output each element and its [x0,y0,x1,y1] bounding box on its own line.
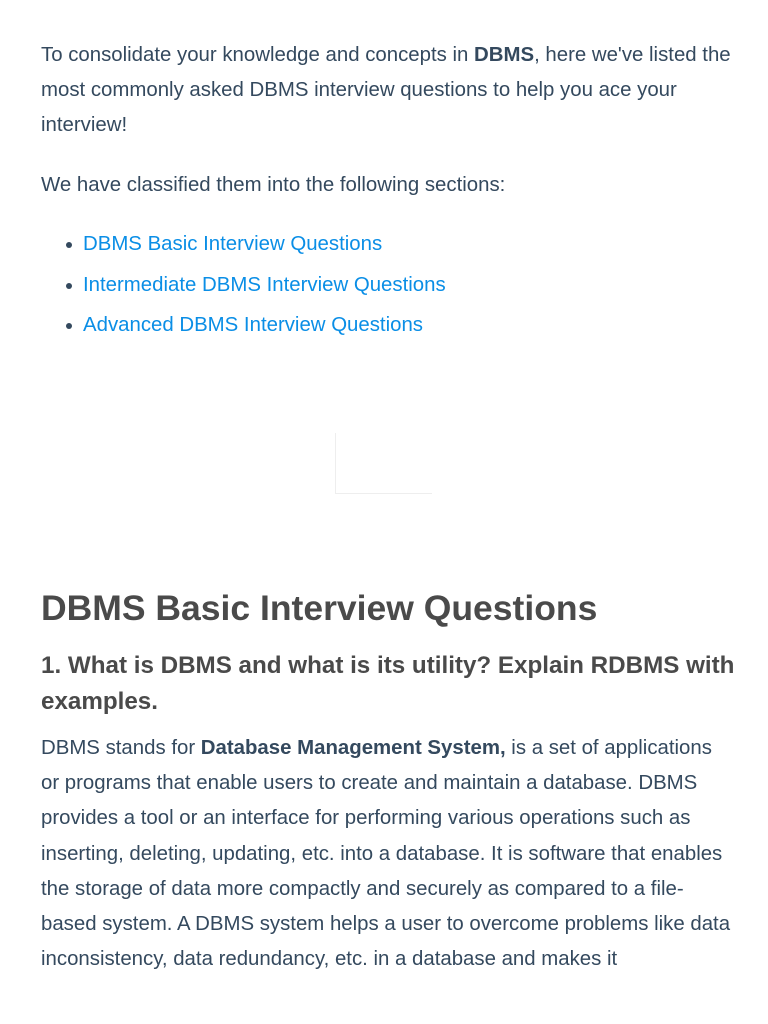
classified-paragraph: We have classified them into the following sections: [41,174,506,196]
intro-text-before: To consolidate your knowledge and concepts in [41,44,475,66]
answer-text-before: DBMS stands for [41,737,201,759]
section-link-basic[interactable]: DBMS Basic Interview Questions [83,233,383,255]
intro-bold-dbms: DBMS [474,44,535,66]
intro-text-after: , here we've listed the most commonly asked DBMS interview questions to help you ace your interview! [41,44,731,136]
ad-placeholder [335,433,432,494]
list-item [41,227,446,268]
question-title: 1. What is DBMS and what is its utility? Explain RDBMS with examples. [41,652,735,715]
intro-paragraph [41,38,731,143]
list-item [41,268,446,309]
answer-paragraph [41,731,733,977]
bullet-icon [66,242,72,248]
section-link-list [41,227,446,349]
bullet-icon [66,323,72,329]
section-heading: DBMS Basic Interview Questions [41,588,598,628]
answer-text-after: is a set of applications or programs that enable users to create and maintain a database. DBMS provides a tool or an interface for performing various operations such as inserting, deleting, updating, etc. into a database. It is software that enables the storage of data more compactly and securely as compared to a file-based system. A DBMS system helps a user to overcome problems like data inconsistency, data redundancy, etc. in a database and makes it [41,737,731,971]
bullet-icon [66,283,72,289]
section-link-advanced[interactable]: Advanced DBMS Interview Questions [83,314,423,336]
list-item [41,308,446,349]
section-link-intermediate[interactable]: Intermediate DBMS Interview Questions [83,273,446,296]
answer-bold-term: Database Management System, [200,737,506,759]
